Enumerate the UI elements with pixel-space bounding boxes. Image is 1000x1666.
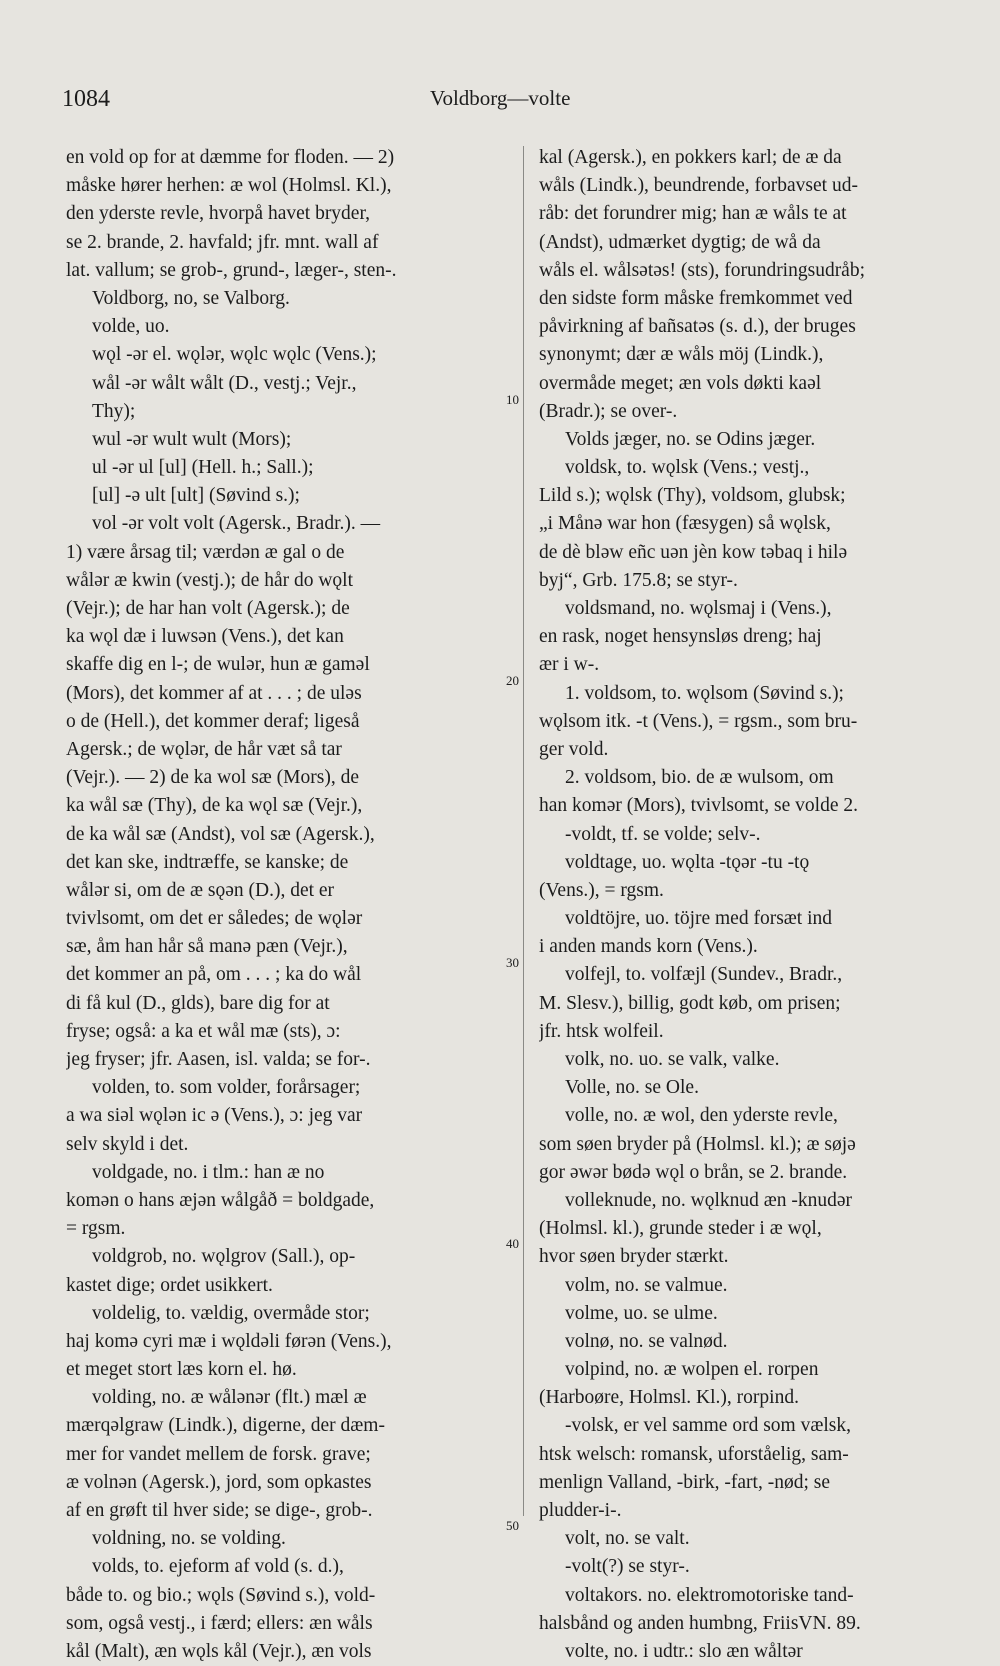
text-line: menlign Valland, -birk, -fart, -nød; se <box>539 1471 830 1493</box>
text-line: ær i w-. <box>539 654 600 676</box>
text-line: æ volnən (Agersk.), jord, som opkastes <box>66 1471 372 1493</box>
text-line: Lild s.); wǫlsk (Thy), voldsom, glubsk; <box>539 485 846 507</box>
text-line: i anden mands korn (Vens.). <box>539 936 758 958</box>
text-line: volnø, no. se valnød. <box>565 1330 728 1352</box>
text-line: wåls (Lindk.), beundrende, forbavset ud- <box>539 175 858 197</box>
text-line: en rask, noget hensynsløs dreng; haj <box>539 626 822 648</box>
text-line: Agersk.; de wǫlər, de hår væt så tar <box>66 738 342 760</box>
column-divider <box>523 146 524 1516</box>
text-line: et meget stort læs korn el. hø. <box>66 1359 297 1381</box>
text-line: det kommer an på, om . . . ; ka do wål <box>66 964 362 986</box>
text-line: volds, to. ejeform af vold (s. d.), <box>92 1556 344 1578</box>
text-line: pludder-i-. <box>539 1500 622 1521</box>
text-line: volte, no. i udtr.: slo æn wåltər <box>565 1640 803 1662</box>
text-line: de ka wål sæ (Andst), vol sæ (Agersk.), <box>66 823 375 845</box>
line-marker: 30 <box>506 955 519 970</box>
text-line: jfr. htsk wolfeil. <box>539 1020 664 1042</box>
text-line: di få kul (D., glds), bare dig for at <box>66 992 330 1014</box>
text-line: han komər (Mors), tvivlsomt, se volde 2. <box>539 795 858 817</box>
text-line: kastet dige; ordet usikkert. <box>66 1274 273 1296</box>
left-column <box>66 144 506 1666</box>
text-line: en vold op for at dæmme for floden. — 2) <box>66 147 395 168</box>
line-marker: 40 <box>506 1236 519 1251</box>
text-line: mer for vandet mellem de forsk. grave; <box>66 1443 371 1465</box>
text-line: volm, no. se valmue. <box>565 1274 728 1296</box>
text-line: volme, uo. se ulme. <box>565 1302 718 1324</box>
text-line: o de (Hell.), det kommer deraf; ligeså <box>66 710 360 732</box>
text-line: volt, no. se valt. <box>565 1528 690 1550</box>
text-line: mærqəlgraw (Lindk.), digerne, der dæm- <box>66 1415 385 1437</box>
line-marker: 20 <box>506 673 519 688</box>
text-line: hvor søen bryder stærkt. <box>539 1246 729 1268</box>
text-line: lat. vallum; se grob-, grund-, læger-, sten-. <box>66 259 397 281</box>
text-line: den yderste revle, hvorpå havet bryder, <box>66 203 371 225</box>
text-line: Thy); <box>92 400 136 422</box>
text-line: volding, no. æ wålənər (flt.) mæl æ <box>92 1387 367 1409</box>
text-line: fryse; også: a ka et wål mæ (sts), ɔ: <box>66 1020 341 1042</box>
running-head: Voldborg—volte <box>430 86 571 110</box>
text-line: wål -ər wålt wålt (D., vestj.; Vejr., <box>92 372 357 394</box>
text-line: (Holmsl. kl.), grunde steder i æ wǫl, <box>539 1218 822 1240</box>
text-line: af en grøft til hver side; se dige-, grob-. <box>66 1500 373 1521</box>
text-line: synonymt; dær æ wåls möj (Lindk.), <box>539 344 824 366</box>
text-line: volfejl, to. volfæjl (Sundev., Bradr., <box>565 964 843 986</box>
text-line: som, også vestj., i færd; ellers: æn wåls <box>66 1612 373 1634</box>
text-line: selv skyld i det. <box>66 1133 189 1155</box>
text-line: sæ, åm han hår så manə pæn (Vejr.), <box>66 936 348 958</box>
text-line: -voldt, tf. se volde; selv-. <box>565 823 761 845</box>
text-line: det kan ske, indtræffe, se kanske; de <box>66 851 349 873</box>
text-line: den sidste form måske fremkommet ved <box>539 287 853 309</box>
text-line: jeg fryser; jfr. Aasen, isl. valda; se for-. <box>66 1049 371 1070</box>
text-line: volleknude, no. wǫlknud æn -knudər <box>565 1189 853 1211</box>
text-line: gor əwər bødə wǫl o brån, se 2. brande. <box>539 1161 848 1183</box>
text-line: wålər æ kwin (vestj.); de hår do wǫlt <box>66 569 354 591</box>
text-line: Volle, no. se Ole. <box>565 1077 699 1099</box>
text-line: komən o hans æjən wålgåð = boldgade, <box>66 1189 375 1211</box>
text-line: halsbånd og anden humbng, FriisVN. 89. <box>539 1612 861 1634</box>
text-line: voldtöjre, uo. töjre med forsæt ind <box>565 908 833 930</box>
text-line: voldsk, to. wǫlsk (Vens.; vestj., <box>565 457 810 479</box>
text-line: volk, no. uo. se valk, valke. <box>565 1049 780 1070</box>
text-line: (Harboøre, Holmsl. Kl.), rorpind. <box>539 1387 799 1409</box>
text-line: wåls el. wålsətəs! (sts), forundringsudråb; <box>539 259 866 281</box>
text-line: 1) være årsag til; værdən æ gal o de <box>66 541 345 563</box>
text-line: -volsk, er vel samme ord som vælsk, <box>565 1415 851 1437</box>
text-line: haj komə cyri mæ i wǫldəli førən (Vens.), <box>66 1330 392 1352</box>
text-line: htsk welsch: romansk, uforståelig, sam- <box>539 1443 849 1465</box>
text-line: volden, to. som volder, forårsager; <box>92 1077 361 1099</box>
text-line: voltakors. no. elektromotoriske tand- <box>565 1584 854 1606</box>
text-line: = rgsm. <box>66 1218 126 1240</box>
page-number: 1084 <box>62 86 110 112</box>
text-line: skaffe dig en l-; de wulər, hun æ gaməl <box>66 654 370 676</box>
text-line: påvirkning af bañsatəs (s. d.), der bruges <box>539 316 856 338</box>
text-line: ul -ər ul [ul] (Hell. h.; Sall.); <box>92 457 314 479</box>
text-line: vol -ər volt volt (Agersk., Bradr.). — <box>92 513 381 535</box>
text-line: 1. voldsom, to. wǫlsom (Søvind s.); <box>565 682 844 704</box>
text-line: voldning, no. se volding. <box>92 1528 286 1550</box>
text-line: overmåde meget; æn vols døkti kaəl <box>539 372 822 394</box>
text-line: wǫl -ər el. wǫlər, wǫlc wǫlc (Vens.); <box>92 344 377 366</box>
text-line: måske hører herhen: æ wol (Holmsl. Kl.), <box>66 175 392 197</box>
line-marker: 50 <box>506 1518 519 1533</box>
line-marker: 10 <box>506 392 519 407</box>
text-line: de dè bləw eñc uən jèn kow təbaq i hilə <box>539 541 848 563</box>
text-line: Voldborg, no, se Valborg. <box>92 287 290 309</box>
text-line: M. Slesv.), billig, godt køb, om prisen; <box>539 992 841 1014</box>
text-line: kal (Agersk.), en pokkers karl; de æ da <box>539 147 842 168</box>
text-line: voldgade, no. i tlm.: han æ no <box>92 1161 325 1183</box>
text-line: 2. voldsom, bio. de æ wulsom, om <box>565 767 834 789</box>
text-line: både to. og bio.; wǫls (Søvind s.), vold- <box>66 1584 376 1606</box>
text-line: volle, no. æ wol, den yderste revle, <box>565 1105 838 1127</box>
text-line: wǫlsom itk. -t (Vens.), = rgsm., som bru- <box>539 710 858 732</box>
text-line: voldgrob, no. wǫlgrov (Sall.), op- <box>92 1246 356 1268</box>
text-line: voldsmand, no. wǫlsmaj i (Vens.), <box>565 598 832 619</box>
text-line: (Vejr.). — 2) de ka wol sæ (Mors), de <box>66 767 359 789</box>
right-column <box>539 144 944 1666</box>
text-line: tvivlsomt, om det er således; de wǫlər <box>66 908 363 930</box>
text-line: (Vens.), = rgsm. <box>539 879 664 901</box>
text-line: volde, uo. <box>92 316 170 338</box>
text-line: se 2. brande, 2. havfald; jfr. mnt. wall af <box>66 231 379 253</box>
text-line: (Andst), udmærket dygtig; de wå da <box>539 231 821 253</box>
text-line: ka wål sæ (Thy), de ka wǫl sæ (Vejr.), <box>66 795 363 817</box>
text-line: ka wǫl dæ i luwsən (Vens.), det kan <box>66 626 344 648</box>
text-line: som søen bryder på (Holmsl. kl.); æ søjə <box>539 1133 856 1155</box>
text-line: kål (Malt), æn wǫls kål (Vejr.), æn vols <box>66 1640 372 1662</box>
text-line: wålər si, om de æ sǫən (D.), det er <box>66 879 335 901</box>
text-line: råb: det forundrer mig; han æ wåls te at <box>539 203 847 225</box>
text-line: byj“, Grb. 175.8; se styr-. <box>539 569 738 591</box>
text-line: a wa siəl wǫlən ic ə (Vens.), ɔ: jeg var <box>66 1105 363 1127</box>
text-line: -volt(?) se styr-. <box>565 1556 690 1578</box>
text-line: [ul] -ə ult [ult] (Søvind s.); <box>92 485 300 507</box>
text-line: volpind, no. æ wolpen el. rorpen <box>565 1359 819 1381</box>
text-line: voldtage, uo. wǫlta -tǫər -tu -tǫ <box>565 851 810 873</box>
text-line: „i Månə war hon (fæsygen) så wǫlsk, <box>539 513 831 535</box>
text-line: wul -ər wult wult (Mors); <box>92 428 292 450</box>
text-line: voldelig, to. vældig, overmåde stor; <box>92 1302 370 1324</box>
text-line: (Vejr.); de har han volt (Agersk.); de <box>66 598 350 619</box>
text-line: ger vold. <box>539 738 609 760</box>
text-line: (Bradr.); se over-. <box>539 400 678 422</box>
text-line: (Mors), det kommer af at . . . ; de uləs <box>66 682 362 704</box>
text-line: Volds jæger, no. se Odins jæger. <box>565 428 816 450</box>
